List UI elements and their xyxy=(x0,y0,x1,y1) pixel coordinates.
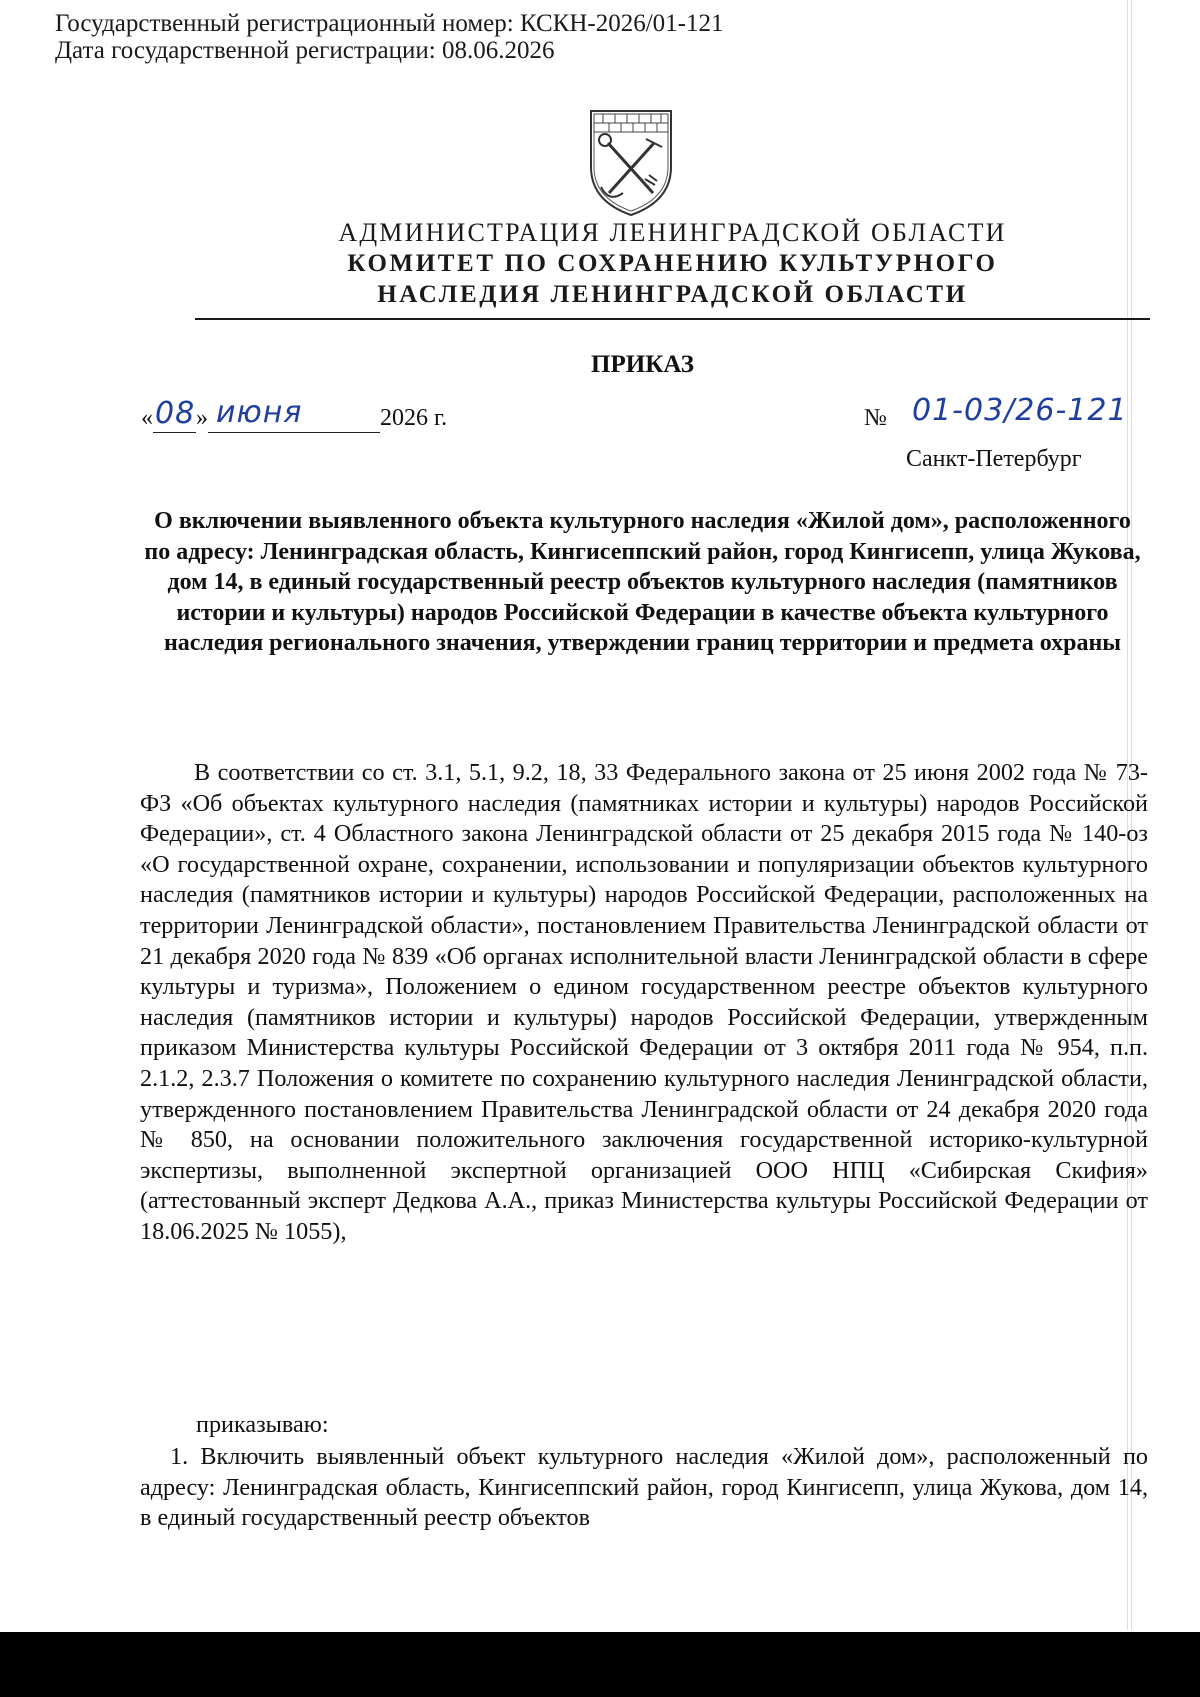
org-line-administration: АДМИНИСТРАЦИЯ ЛЕНИНГРАДСКОЙ ОБЛАСТИ xyxy=(338,218,1007,247)
city-label: Санкт-Петербург xyxy=(906,446,1082,472)
coat-of-arms-icon xyxy=(583,105,679,220)
date-open-quote: « xyxy=(141,405,153,431)
order-number-line xyxy=(864,405,893,432)
number-blank xyxy=(887,405,893,431)
org-line-heritage: НАСЛЕДИЯ ЛЕНИНГРАДСКОЙ ОБЛАСТИ xyxy=(377,281,968,308)
registration-block xyxy=(55,10,724,64)
document-type-title: ПРИКАЗ xyxy=(591,351,694,378)
preamble-paragraph: В соответствии со ст. 3.1, 5.1, 9.2, 18, 33 Федерального закона от 25 июня 2002 года № 73-ФЗ «Об объектах культурного наследия (памятниках истории и культуры) народов Российской Федерации», ст. 4 Областного закона Ленинградской области от 25 декабря 2015 года № 140-оз «О государственной охране, сохранении, использовании и популяризации объектов культурного наследия (памятников истории и культуры) народов Российской Федерации, расположенных на территории Ленинградской области», постановлением Правительства Ленинградской области от 21 декабря 2020 года № 839 «Об органах исполнительной власти Ленинградской области в сфере культуры и туризма», Положением о едином государственном реестре объектов культурного наследия (памятников истории и культуры) народов Российской Федерации, утвержденным приказом Министерства культуры Российской Федерации от 3 октября 2011 года № 954, п.п. 2.1.2, 2.3.7 Положения о комитете по сохранению культурного наследия Ленинградской области, утвержденного постановлением Правительства Ленинградской области от 24 декабря 2020 года № 850, на основании положительного заключения государственной историко-культурной экспертизы, выполненной экспертной организацией ООО НПЦ «Сибирская Скифия» (аттестованный эксперт Дедкова А.А., приказ Министерства культуры Российской Федерации от 18.06.2025 № 1055), xyxy=(140,759,1148,1245)
number-sign: № xyxy=(864,405,887,431)
organization-header xyxy=(195,218,1150,310)
order-item-1: 1. Включить выявленный объект культурного наследия «Жилой дом», расположенный по адресу: Ленинградская область, Кингисеппский район, город Кингисепп, улица Жукова, дом 14, в единый государственный реестр объектов xyxy=(140,1443,1148,1532)
scan-bottom-border xyxy=(0,1632,1200,1697)
handwritten-day: 08 xyxy=(155,396,196,431)
date-year: 2026 г. xyxy=(380,405,448,431)
header-divider xyxy=(195,318,1150,320)
org-line-committee: КОМИТЕТ ПО СОХРАНЕНИЮ КУЛЬТУРНОГО xyxy=(347,250,998,277)
handwritten-number: 01-03/26-121 xyxy=(912,393,1128,428)
order-preamble xyxy=(140,758,1148,1248)
order-subject: О включении выявленного объекта культурного наследия «Жилой дом», расположенного по адресу: Ленинградская область, Кингисеппский район, город Кингисепп, улица Жукова, дом 14, в единый государственный реестр объектов культурного наследия (памятников истории и культуры) народов Российской Федерации в качестве объекта культурного наследия регионального значения, утверждении границ территории и предмета охраны xyxy=(144,508,1141,656)
date-close-quote: » xyxy=(196,405,208,431)
registration-number: Государственный регистрационный номер: КСКН-2026/01-121 xyxy=(55,10,724,37)
handwritten-month: июня xyxy=(216,395,303,430)
registration-date: Дата государственной регистрации: 08.06.2026 xyxy=(55,37,555,64)
order-word: приказываю: xyxy=(196,1411,329,1438)
